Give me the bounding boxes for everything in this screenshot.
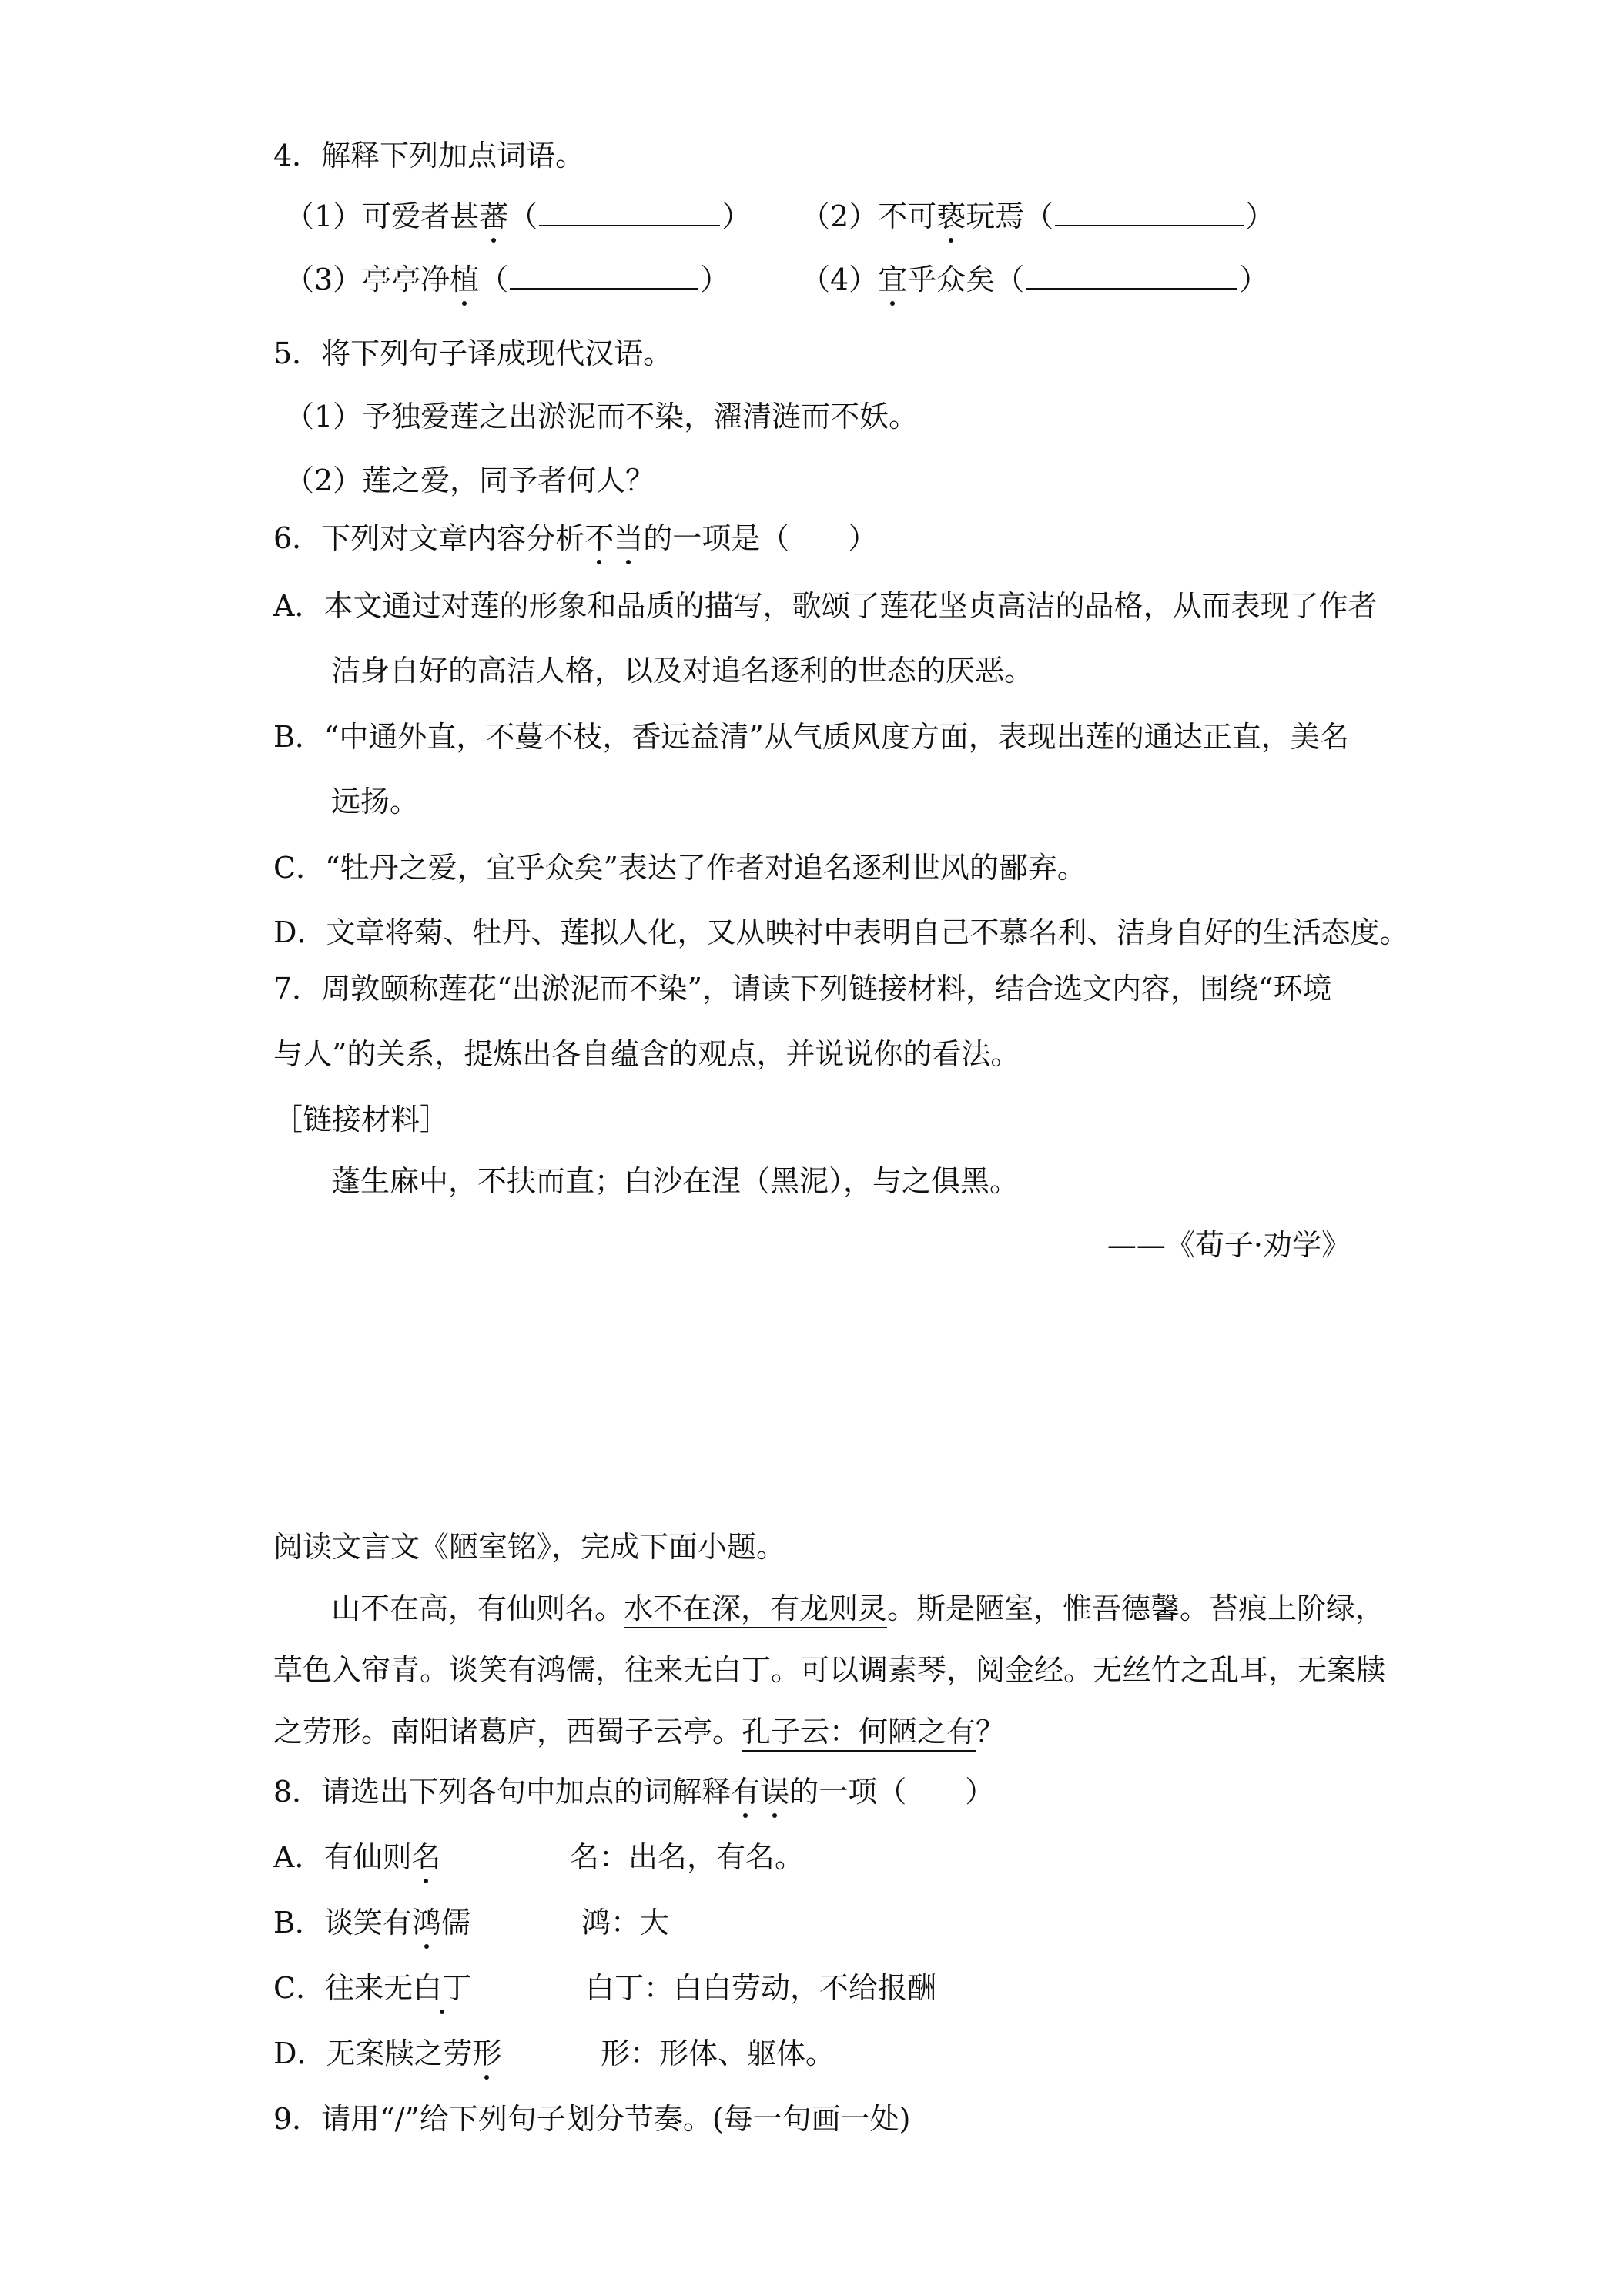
q5-sentence-2: （2）莲之爱，同予者何人？	[285, 464, 655, 497]
dotted-char: 不	[584, 521, 614, 555]
passage-line-3: 之劳形。南阳诸葛庐，西蜀子云亭。孔子云：何陋之有？	[273, 1717, 1005, 1746]
q6-option-c: C．“牡丹之爱，宜乎众矣”表达了作者对追名逐利世风的鄙弃。	[273, 851, 1087, 885]
dotted-char: 鸿	[411, 1906, 441, 1940]
q8-gloss-d: 形：形体、躯体。	[601, 2037, 835, 2070]
link-material-source: ——《荀子·劝学》	[1107, 1228, 1351, 1262]
q6-option-b-line1: B．“中通外直，不蔓不枝，香远益清”从气质风度方面，表现出莲的通达正直，美名	[273, 720, 1349, 754]
q5-sentence-1: （1）予独爱莲之出淤泥而不染，濯清涟而不妖。	[285, 400, 919, 433]
q6-title: 6．下列对文章内容分析不当的一项是（ ）	[273, 521, 878, 555]
q4-title: 4．解释下列加点词语。	[273, 139, 585, 172]
dotted-char: 亵	[936, 199, 966, 233]
answer-blank[interactable]	[1055, 224, 1244, 226]
dotted-char: 宜	[878, 263, 908, 296]
dotted-char: 有	[731, 1775, 761, 1809]
q8-title: 8．请选出下列各句中加点的词解释有误的一项（ ）	[273, 1775, 995, 1809]
answer-blank[interactable]	[539, 224, 720, 226]
dotted-char: 植	[450, 263, 480, 296]
q8-gloss-c: 白丁：白白劳动，不给报酬	[585, 1971, 937, 2005]
link-material-label: ［链接材料］	[273, 1103, 450, 1136]
dotted-char: 误	[760, 1775, 790, 1809]
q4-item-2: （2）不可亵玩焉（ ）	[801, 199, 1275, 233]
q7-line-2: 与人”的关系，提炼出各自蕴含的观点，并说说你的看法。	[273, 1037, 1020, 1071]
passage-line-2: 草色入帘青。谈笑有鸿儒，往来无白丁。可以调素琴，阅金经。无丝竹之乱耳，无案牍	[273, 1653, 1386, 1687]
q6-option-a-line1: A．本文通过对莲的形象和品质的描写，歌颂了莲花坚贞高洁的品格，从而表现了作者	[273, 589, 1378, 623]
reading-intro: 阅读文言文《陋室铭》，完成下面小题。	[273, 1530, 786, 1564]
q4-item-3: （3）亭亭净植（ ）	[285, 263, 730, 296]
q7-line-1: 7．周敦颐称莲花“出淤泥而不染”，请读下列链接材料，结合选文内容，围绕“环境	[273, 972, 1332, 1006]
q8-option-d: D．无案牍之劳形	[273, 2037, 502, 2070]
dotted-char: 当	[614, 521, 644, 555]
dotted-char: 白丁	[413, 1971, 472, 2005]
q5-title: 5．将下列句子译成现代汉语。	[273, 336, 673, 370]
q8-gloss-b: 鸿：大	[581, 1906, 670, 1940]
underlined-sentence: 孔子云：何陋之有	[742, 1715, 976, 1752]
passage-line-1: 山不在高，有仙则名。水不在深，有龙则灵。斯是陋室，惟吾德馨。苔痕上阶绿，	[331, 1594, 1385, 1623]
answer-blank[interactable]	[1026, 287, 1237, 290]
dotted-char: 蕃	[479, 199, 509, 233]
underlined-sentence: 水不在深，有龙则灵	[624, 1591, 887, 1628]
q4-item-1: （1）可爱者甚蕃（ ）	[285, 199, 752, 233]
q6-option-d: D．文章将菊、牡丹、莲拟人化，又从映衬中表明自己不慕名利、洁身自好的生活态度。	[273, 915, 1409, 949]
dotted-char: 名	[411, 1840, 441, 1874]
dotted-char: 形	[472, 2037, 502, 2070]
q4-item-4: （4）宜乎众矣（ ）	[801, 263, 1269, 296]
q6-option-a-line2: 洁身自好的高洁人格，以及对追名逐利的世态的厌恶。	[331, 654, 1034, 688]
q9-title: 9．请用“/”给下列句子划分节奏。(每一句画一处)	[273, 2102, 911, 2136]
q8-gloss-a: 名：出名，有名。	[570, 1840, 805, 1874]
q8-option-a: A．有仙则名	[273, 1840, 441, 1874]
q8-option-c: C．往来无白丁	[273, 1971, 472, 2005]
q8-option-b: B．谈笑有鸿儒	[273, 1906, 470, 1940]
answer-blank[interactable]	[510, 287, 698, 290]
q6-option-b-line2: 远扬。	[331, 785, 420, 818]
link-material-quote: 蓬生麻中，不扶而直；白沙在涅（黑泥），与之俱黑。	[331, 1164, 1020, 1198]
